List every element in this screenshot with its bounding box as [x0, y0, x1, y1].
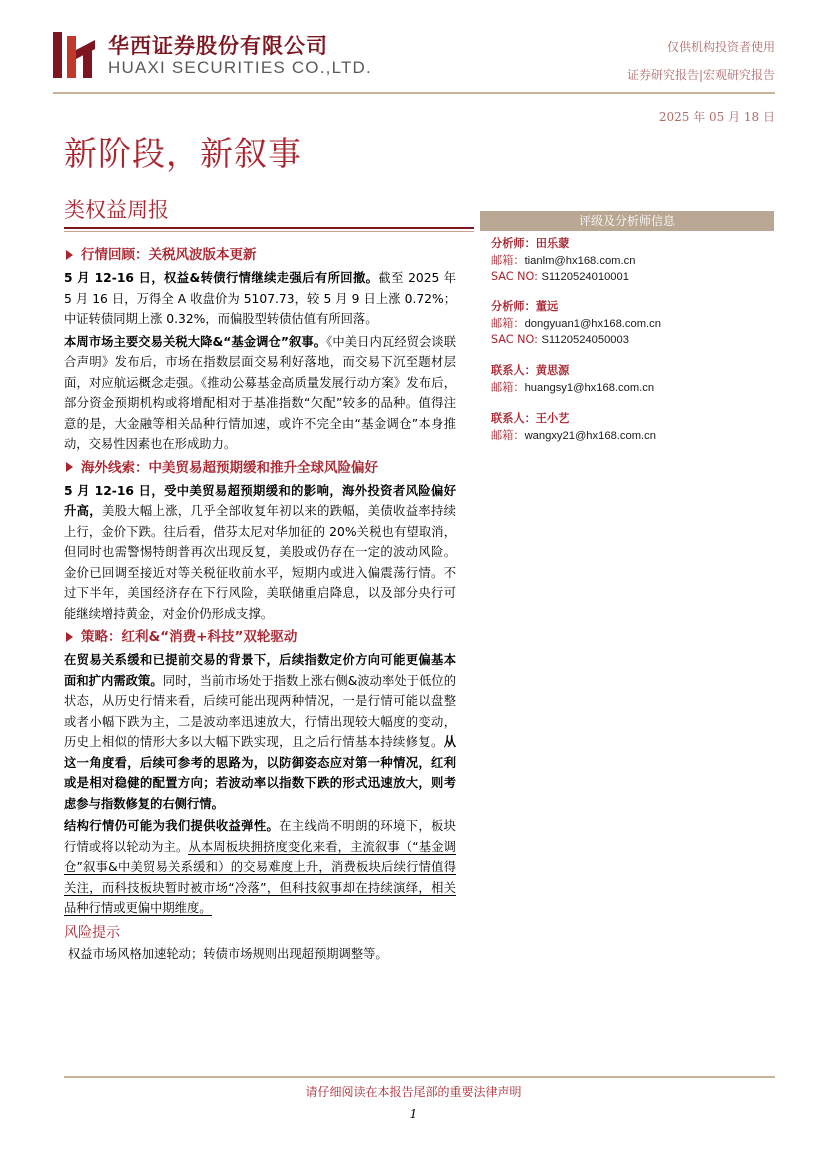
bold-text: 结构行情仍可能为我们提供收益弹性。: [64, 819, 280, 833]
contact-email: [491, 428, 781, 445]
paragraph: [64, 816, 456, 919]
report-type: 证券研究报告|宏观研究报告: [626, 68, 775, 82]
section-heading: [64, 626, 456, 648]
main-content: [64, 244, 456, 964]
legal-notice[interactable]: 请仔细阅读在本报告尾部的重要法律声明: [305, 1085, 522, 1099]
email-label: 邮箱：: [491, 316, 525, 330]
body-text: 《中美日内瓦经贸会谈联合声明》发布后，市场在指数层面交易利好落地，而交易下沉至题材层面，对应航运概念走强。《推动公募基金高质量发展行动方案》发布后，部分资金预期机构或将增配相对于基准指数“欠配”较多的品种。值得注意的是，大金融等相关品种行情加速，或许不完全由“基金调仓”本身推动，交易性因素也在形成助力。: [64, 334, 456, 451]
body-text: 在主线尚不明朗的环境下，板块行情或将以轮动为主。: [64, 819, 456, 854]
analyst-info-header: 评级及分析师信息: [480, 211, 774, 231]
body-text: 美股大幅上涨，几乎全部收复年初以来的跌幅，美债收益率持续上行，金价下跌。往后看，借芬太尼对华加征的 20%关税也有望取消，但同时也需警惕特朗普再次出现反复，美股或仍存在一定的波动风险。金价已回调至接近对等关税征收前水平，短期内或进入偏震荡行情。不过下半年，美国经济存在下行风险，美联储重启降息，以及部分央行可能继续增持黄金，对金价仍形成支撑。: [64, 504, 456, 621]
page-title: 新阶段，新叙事: [64, 134, 302, 173]
triangle-bullet-icon: [66, 250, 73, 260]
footer-divider: [64, 1076, 775, 1078]
analyst-sac: [491, 269, 781, 286]
triangle-bullet-icon: [66, 632, 73, 642]
huaxi-logo-icon: [53, 32, 95, 78]
email-value[interactable]: tianlm@hx168.com.cn: [524, 254, 636, 267]
analyst-card: [491, 236, 781, 286]
underlined-text: 从本周板块拥挤度变化来看，主流叙事（“基金调仓”叙事&中美贸易关系缓和）的交易难度上升，消费板块后续行情值得关注，而科技板块暂时被市场“冷落”，但科技叙事却在持续演绎，相关品种行情或更偏中期维度。: [64, 839, 456, 915]
risk-heading: 风险提示: [64, 924, 120, 941]
analyst-email: [491, 253, 781, 270]
report-date: 2025 年 05 月 18 日: [658, 110, 775, 124]
email-value[interactable]: huangsy1@hx168.com.cn: [524, 381, 655, 394]
analyst-name: 分析师：田乐蒙: [491, 237, 570, 250]
analyst-card: [491, 299, 781, 349]
email-value[interactable]: dongyuan1@hx168.com.cn: [524, 317, 661, 330]
body-text: 同时，当前市场处于指数上涨右侧&波动率处于低位的状态，从历史行情来看，后续可能出现两种情况，一是行情可能以盘整或者小幅下跌为主，二是波动率迅速放大，行情出现较大幅度的变动，历史上相似的情形大多以大幅下跌实现，且之后行情基本持续修复。: [64, 673, 456, 749]
company-name-cn: 华西证券股份有限公司: [108, 34, 328, 58]
email-label: 邮箱：: [491, 253, 525, 267]
contact-card: [491, 411, 781, 444]
bold-text: 5 月 12-16 日，权益&转债行情继续走强后有所回撤。: [64, 271, 379, 285]
section-heading-text: 行情回顾：关税风波版本更新: [81, 247, 257, 263]
sac-value: S1120524050003: [541, 334, 629, 346]
section-heading: [64, 244, 456, 266]
contact-name: 联系人：黄思源: [491, 364, 570, 377]
section-heading-text: 海外线索：中美贸易超预期缓和推升全球风险偏好: [81, 459, 378, 476]
sac-label: SAC NO:: [491, 270, 538, 283]
page-number: 1: [409, 1107, 418, 1121]
body-text: 截至 2025 年 5 月 16 日，万得全 A 收盘价为 5107.73，较 5 月 9 日上涨 0.72%；中证转债同期上涨 0.32%，而偏股型转债估值有所回落。: [64, 271, 456, 326]
bold-text: 在贸易关系缓和已提前交易的背景下，后续指数定价方向可能更偏基本面和扩内需政策。: [64, 653, 456, 688]
paragraph: [64, 650, 456, 814]
email-label: 邮箱：: [491, 428, 525, 442]
risk-body: 权益市场风格加速轮动；转债市场规则出现超预期调整等。: [68, 946, 388, 961]
paragraph: [64, 268, 456, 330]
audience-note: 仅供机构投资者使用: [666, 40, 775, 54]
contact-card: [491, 363, 781, 396]
contact-name: 联系人：王小艺: [491, 412, 570, 425]
subtitle-divider: [64, 227, 474, 229]
report-subtitle: 类权益周报: [64, 198, 169, 222]
section-heading-text: 策略：红利&“消费+科技”双轮驱动: [81, 629, 298, 645]
bold-text: 本周市场主要交易关税大降&“基金调仓”叙事。: [64, 334, 327, 349]
contact-email: [491, 380, 781, 397]
analyst-sac: [491, 332, 781, 349]
header-divider: [53, 92, 775, 94]
email-value[interactable]: wangxy21@hx168.com.cn: [524, 429, 656, 442]
paragraph: [64, 481, 456, 625]
triangle-bullet-icon: [66, 462, 73, 472]
paragraph: [64, 332, 456, 455]
email-label: 邮箱：: [491, 380, 525, 394]
sac-value: S1120524010001: [541, 271, 629, 283]
bold-text: 从这一角度看，后续可参考的思路为，以防御姿态应对第一种情况，红利或是相对稳健的配置方向；若波动率以指数下跌的形式迅速放大，则考虑参与指数修复的右侧行情。: [64, 735, 456, 811]
sac-label: SAC NO:: [491, 333, 538, 346]
company-name-en: HUAXI SECURITIES CO.,LTD.: [108, 58, 372, 77]
section-heading: [64, 457, 456, 479]
analyst-email: [491, 316, 781, 333]
subtitle-divider-thin: [64, 231, 474, 232]
analyst-name: 分析师：董远: [491, 300, 559, 313]
bold-text: 5 月 12-16 日，受中美贸易超预期缓和的影响，海外投资者风险偏好升高，: [64, 483, 456, 518]
